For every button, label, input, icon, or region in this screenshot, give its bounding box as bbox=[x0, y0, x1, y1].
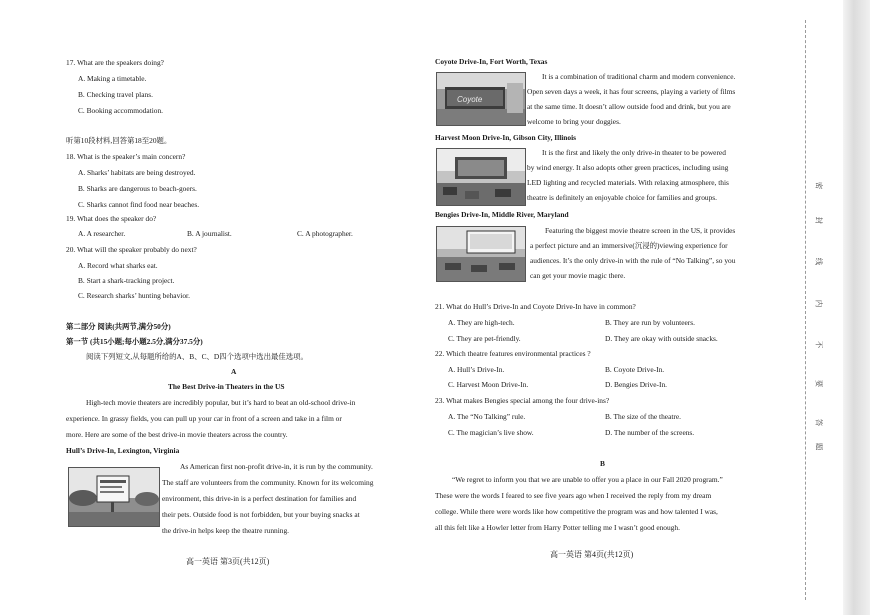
q19-option-c: C. A photographer. bbox=[297, 229, 353, 238]
seal-char-7: 答 bbox=[814, 418, 824, 427]
q23-option-c: C. The magician’s live show. bbox=[448, 428, 534, 437]
passage-b-label: B bbox=[600, 459, 605, 468]
scan-shadow-edge bbox=[843, 0, 870, 615]
q18-stem: 18. What is the speaker’s main concern? bbox=[66, 152, 186, 161]
q20-option-b: B. Start a shark-tracking project. bbox=[78, 276, 175, 285]
seal-char-4: 内 bbox=[814, 299, 824, 308]
hull-title: Hull’s Drive-In, Lexington, Virginia bbox=[66, 446, 180, 455]
q21-option-d: D. They are okay with outside snacks. bbox=[605, 334, 718, 343]
bengies-photo bbox=[436, 226, 526, 282]
q23-option-a: A. The “No Talking” rule. bbox=[448, 412, 526, 421]
harvest-line-2: by wind energy. It also adopts other green practices, including using bbox=[527, 163, 729, 172]
hull-line-4: their pets. Outside food is not forbidden, but your buying snacks at bbox=[162, 510, 360, 519]
left-page-footer: 高一英语 第3页(共12页) bbox=[186, 557, 270, 566]
coyote-title: Coyote Drive-In, Fort Worth, Texas bbox=[435, 57, 548, 66]
q22-option-b: B. Coyote Drive-In. bbox=[605, 365, 665, 374]
q20-option-a: A. Record what sharks eat. bbox=[78, 261, 158, 270]
bengies-line-4: can get your movie magic there. bbox=[530, 271, 626, 280]
harvest-line-1: It is the first and likely the only drive-in theater to be powered bbox=[542, 148, 726, 157]
section-one-heading: 第一节 (共15小题;每小题2.5分,满分37.5分) bbox=[66, 337, 203, 346]
passage-b-line-3: college. While there were words like how competitive the program was and how talented I was, bbox=[435, 507, 718, 516]
q20-stem: 20. What will the speaker probably do next? bbox=[66, 245, 197, 254]
hull-line-5: the drive-in helps keep the theatre running. bbox=[162, 526, 290, 535]
seal-char-2: 封 bbox=[814, 216, 824, 225]
q18-option-a: A. Sharks’ habitats are being destroyed. bbox=[78, 168, 196, 177]
q23-option-b: B. The size of the theatre. bbox=[605, 412, 681, 421]
passage-a-label: A bbox=[231, 367, 237, 376]
q22-option-a: A. Hull’s Drive-In. bbox=[448, 365, 505, 374]
hull-line-1: As American first non-profit drive-in, it is run by the community. bbox=[180, 462, 373, 471]
q20-option-c: C. Research sharks’ hunting behavior. bbox=[78, 291, 190, 300]
passage-a-title: The Best Drive-in Theaters in the US bbox=[168, 382, 285, 391]
q22-option-c: C. Harvest Moon Drive-In. bbox=[448, 380, 529, 389]
bengies-line-1: Featuring the biggest movie theatre screen in the US, it provides bbox=[545, 226, 736, 235]
seal-char-5: 不 bbox=[814, 340, 824, 349]
harvest-title: Harvest Moon Drive-In, Gibson City, Illinois bbox=[435, 133, 577, 142]
bengies-line-3: audiences. It’s the only drive-in with the rule of “No Talking”, so you bbox=[530, 256, 736, 265]
q17-stem: 17. What are the speakers doing? bbox=[66, 58, 164, 67]
coyote-drive-in-photo bbox=[436, 72, 526, 126]
q19-option-b: B. A journalist. bbox=[187, 229, 232, 238]
coyote-line-2: Open seven days a week, it has four screens, playing a variety of films bbox=[527, 87, 736, 96]
intro-line-1: High-tech movie theaters are incredibly popular, but it’s hard to beat an old-school drive-in bbox=[86, 398, 356, 407]
intro-line-2: experience. In grassy fields, you can pull up your car in front of a screen and take in a film or bbox=[66, 414, 342, 423]
reading-instruction: 阅读下列短文,从每题所给的A、B、C、D四个选项中选出最佳选项。 bbox=[86, 352, 308, 361]
q21-option-b: B. They are run by volunteers. bbox=[605, 318, 695, 327]
harvest-line-4: theatre is definitely an enjoyable choice for families and groups. bbox=[527, 193, 718, 202]
right-page-footer: 高一英语 第4页(共12页) bbox=[550, 550, 634, 559]
q21-stem: 21. What do Hull’s Drive-In and Coyote Drive-In have in common? bbox=[435, 302, 636, 311]
passage-b-line-2: These were the words I feared to see five years ago when I received the reply from my dream bbox=[435, 491, 712, 500]
coyote-line-4: welcome to bring your doggies. bbox=[527, 117, 621, 126]
q17-option-b: B. Checking travel plans. bbox=[78, 90, 153, 99]
harvest-line-3: LED lighting and recycled materials. With relaxing atmosphere, this bbox=[527, 178, 729, 187]
q17-option-a: A. Making a timetable. bbox=[78, 74, 147, 83]
q17-option-c: C. Booking accommodation. bbox=[78, 106, 163, 115]
q22-stem: 22. Which theatre features environmental practices ? bbox=[435, 349, 591, 358]
q18-option-b: B. Sharks are dangerous to beach-goers. bbox=[78, 184, 197, 193]
seal-char-3: 线 bbox=[814, 257, 824, 266]
q19-stem: 19. What does the speaker do? bbox=[66, 214, 157, 223]
hull-line-3: environment, this drive-in is a perfect destination for families and bbox=[162, 494, 357, 503]
q21-option-c: C. They are pet-friendly. bbox=[448, 334, 521, 343]
hull-drive-in-photo bbox=[68, 467, 160, 527]
listening-instruction: 听第10段材料,回答第18至20题。 bbox=[66, 136, 172, 145]
q23-stem: 23. What makes Bengies special among the four drive-ins? bbox=[435, 396, 610, 405]
coyote-sign-text: Coyote bbox=[457, 95, 483, 104]
bengies-title: Bengies Drive-In, Middle River, Maryland bbox=[435, 210, 569, 219]
bengies-line-2: a perfect picture and an immersive(沉浸的)viewing experience for bbox=[530, 241, 728, 250]
coyote-line-3: at the same time. It doesn’t allow outside food and drink, but you are bbox=[527, 102, 731, 111]
passage-b-line-4: all this felt like a Howler letter from Harry Potter telling me I wasn’t good enough. bbox=[435, 523, 680, 532]
seal-dashed-line bbox=[805, 20, 806, 600]
q22-option-d: D. Bengies Drive-In. bbox=[605, 380, 667, 389]
seal-char-1: 密 bbox=[814, 181, 824, 190]
seal-char-8: 题 bbox=[814, 442, 824, 451]
q19-option-a: A. A researcher. bbox=[78, 229, 126, 238]
hull-line-2: The staff are volunteers from the community. Known for its welcoming bbox=[162, 478, 374, 487]
part-two-heading: 第二部分 阅读(共两节,满分50分) bbox=[66, 322, 171, 331]
intro-line-3: more. Here are some of the best drive-in movie theaters across the country. bbox=[66, 430, 288, 439]
q18-option-c: C. Sharks cannot find food near beaches. bbox=[78, 200, 200, 209]
coyote-line-1: It is a combination of traditional charm and modern convenience. bbox=[542, 72, 736, 81]
seal-char-6: 要 bbox=[814, 379, 824, 388]
q21-option-a: A. They are high-tech. bbox=[448, 318, 515, 327]
passage-b-line-1: “We regret to inform you that we are unable to offer you a place in our Fall 2020 program.” bbox=[452, 475, 723, 484]
q23-option-d: D. The number of the screens. bbox=[605, 428, 695, 437]
harvest-moon-photo bbox=[436, 148, 526, 206]
